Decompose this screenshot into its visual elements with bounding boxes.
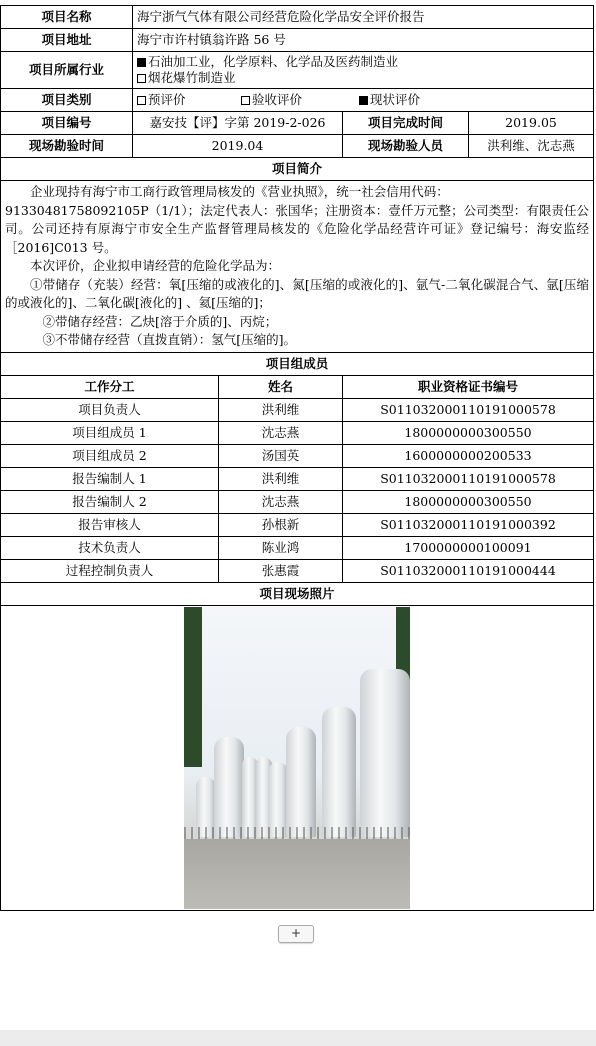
project-type-label: 项目类别 — [1, 89, 133, 112]
table-row — [1, 559, 594, 582]
project-code-value: 嘉安技【评】字第 2019-2-026 — [133, 112, 343, 135]
checked-box-icon — [359, 96, 368, 105]
table-row — [1, 398, 594, 421]
intro-paragraph-5: ③不带储存经营（直拨直销）：氢气[压缩的]。 — [42, 332, 297, 347]
unchecked-box-icon — [137, 74, 146, 83]
member-name: 张惠霞 — [219, 559, 343, 582]
project-code-label: 项目编号 — [1, 112, 133, 135]
member-name: 沈志燕 — [219, 421, 343, 444]
member-role: 技术负责人 — [1, 536, 219, 559]
intro-section-title: 项目简介 — [1, 158, 594, 181]
tree-shape — [184, 607, 202, 767]
member-name: 沈志燕 — [219, 490, 343, 513]
intro-paragraph-4: ②带储存经营：乙炔[溶于介质的]、丙烷； — [42, 313, 278, 329]
finish-time-value: 2019.05 — [469, 112, 594, 135]
member-name: 洪利维 — [219, 467, 343, 490]
intro-paragraph-3: ①带储存（充装）经营：氧[压缩的或液化的]、氮[压缩的或液化的]、氩气-二氧化碳混合气、氩[压缩的或液化的]、二氧化碳[液化的] 、氦[压缩的]； — [5, 276, 590, 310]
type-option-acceptance: 验收评价 — [241, 92, 359, 108]
member-role: 报告编制人 2 — [1, 490, 219, 513]
member-cert: S011032000110191000392 — [343, 513, 594, 536]
member-name: 洪利维 — [219, 398, 343, 421]
finish-time-label: 项目完成时间 — [343, 112, 469, 135]
photo-section-title: 项目现场照片 — [1, 582, 594, 605]
bottom-bar — [0, 1030, 596, 1046]
tank-shape — [286, 727, 316, 837]
member-cert: S011032000110191000578 — [343, 398, 594, 421]
unchecked-box-icon — [137, 96, 146, 105]
survey-time-label: 现场勘验时间 — [1, 135, 133, 158]
intro-text — [1, 181, 594, 353]
industry-option-petro: 石油加工业，化学原料、化学品及医药制造业 — [137, 54, 589, 70]
intro-paragraph-2: 本次评价，企业拟申请经营的危险化学品为： — [30, 258, 281, 273]
project-info-table — [0, 5, 594, 911]
team-header-role: 工作分工 — [1, 375, 219, 398]
expand-button[interactable]: + — [278, 925, 314, 943]
member-cert: 1800000000300550 — [343, 490, 594, 513]
member-name: 陈业鸿 — [219, 536, 343, 559]
table-row — [1, 444, 594, 467]
tank-shape — [214, 737, 244, 837]
member-role: 项目组成员 2 — [1, 444, 219, 467]
intro-paragraph-1b: 91330481758092105P（1/1）；法定代表人：张国华；注册资本：壹仟万元整；公司类型：有限责任公司。公司还持有原海宁市安全生产监督管理局核发的《危险化学品经营许可证》登记编号：海安监经［2016]C013 号。 — [5, 202, 590, 255]
project-type-options — [133, 89, 594, 112]
member-cert: 1600000000200533 — [343, 444, 594, 467]
tank-shape — [268, 762, 288, 837]
team-section-title: 项目组成员 — [1, 352, 594, 375]
tank-shape — [322, 707, 356, 837]
member-role: 报告编制人 1 — [1, 467, 219, 490]
table-row — [1, 536, 594, 559]
member-role: 报告审核人 — [1, 513, 219, 536]
project-name-label: 项目名称 — [1, 6, 133, 29]
project-address-label: 项目地址 — [1, 29, 133, 52]
member-role: 项目组成员 1 — [1, 421, 219, 444]
project-name-value: 海宁浙气气体有限公司经营危险化学品安全评价报告 — [133, 6, 594, 29]
member-name: 汤国英 — [219, 444, 343, 467]
team-header-cert: 职业资格证书编号 — [343, 375, 594, 398]
member-cert: 1700000000100091 — [343, 536, 594, 559]
unchecked-box-icon — [241, 96, 250, 105]
type-option-pre: 预评价 — [137, 92, 241, 108]
type-option-current: 现状评价 — [359, 92, 420, 108]
member-cert: S011032000110191000444 — [343, 559, 594, 582]
survey-staff-label: 现场勘验人员 — [343, 135, 469, 158]
tank-shape — [360, 669, 410, 837]
photo-cell — [1, 605, 594, 910]
table-row — [1, 421, 594, 444]
ground-shape — [184, 839, 410, 909]
industry-label: 项目所属行业 — [1, 52, 133, 89]
site-photo — [184, 607, 410, 909]
member-cert: S011032000110191000578 — [343, 467, 594, 490]
survey-staff-value: 洪利维、沈志燕 — [469, 135, 594, 158]
member-role: 过程控制负责人 — [1, 559, 219, 582]
member-cert: 1800000000300550 — [343, 421, 594, 444]
team-header-name: 姓名 — [219, 375, 343, 398]
table-row — [1, 467, 594, 490]
industry-options — [133, 52, 594, 89]
checked-box-icon — [137, 58, 146, 67]
member-role: 项目负责人 — [1, 398, 219, 421]
industry-option-fireworks: 烟花爆竹制造业 — [137, 70, 589, 86]
survey-time-value: 2019.04 — [133, 135, 343, 158]
project-address-value: 海宁市许村镇翁许路 56 号 — [133, 29, 594, 52]
table-row — [1, 490, 594, 513]
intro-paragraph-1: 企业现持有海宁市工商行政管理局核发的《营业执照》，统一社会信用代码： — [30, 184, 449, 199]
table-row — [1, 513, 594, 536]
member-name: 孙根新 — [219, 513, 343, 536]
